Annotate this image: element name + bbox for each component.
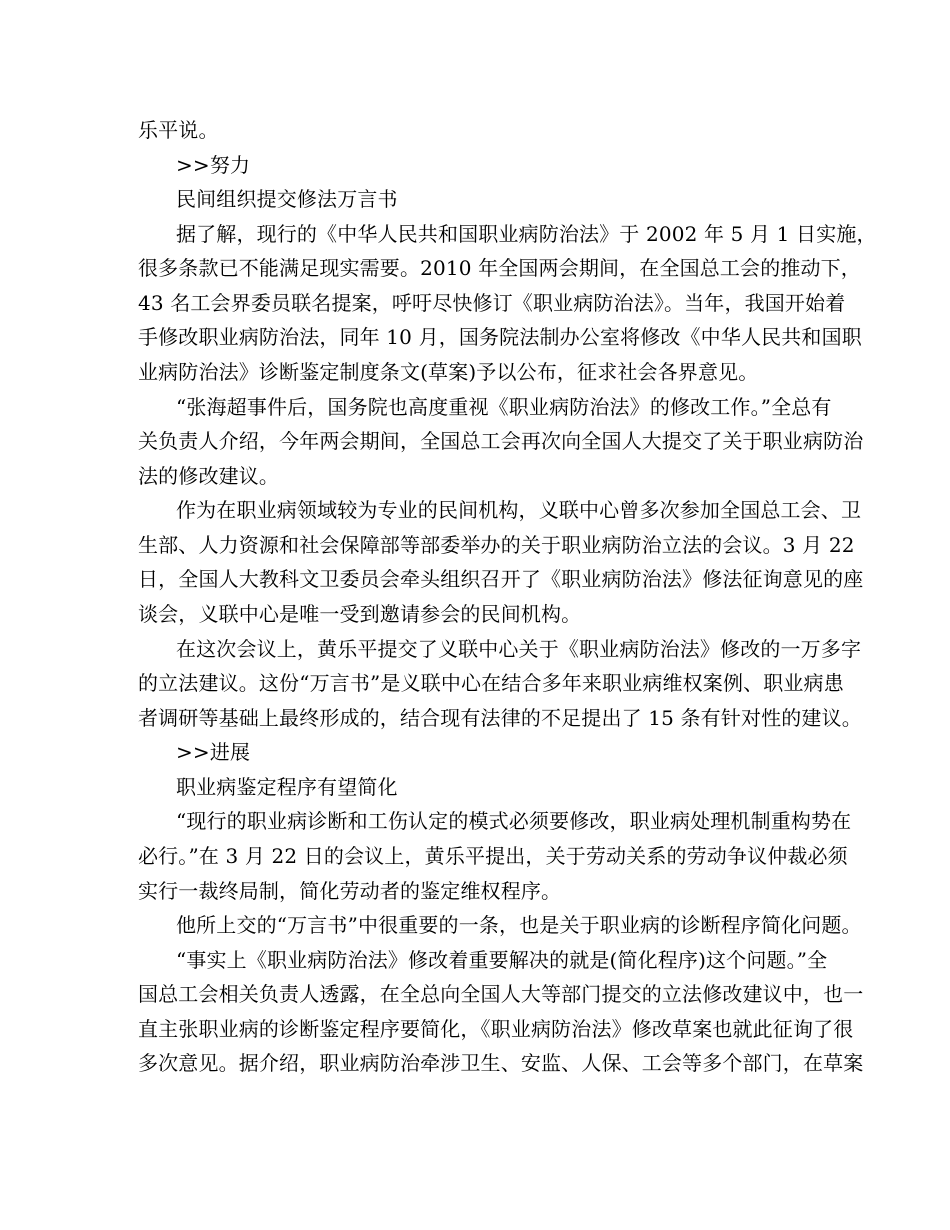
section-marker: >>进展 xyxy=(176,740,251,764)
text-line: 据了解，现行的《中华人民共和国职业病防治法》于 2002 年 5 月 1 日实施， xyxy=(176,222,877,246)
text-line: 谈会，义联中心是唯一受到邀请参会的民间机构。 xyxy=(138,602,582,626)
text-line: 业病防治法》诊断鉴定制度条文(草案)予以公布，征求社会各界意见。 xyxy=(138,360,759,384)
section-marker: >>努力 xyxy=(176,153,251,177)
text-line: “张海超事件后，国务院也高度重视《职业病防治法》的修改工作。”全总有 xyxy=(176,395,832,419)
text-line: 乐平说。 xyxy=(138,118,219,142)
text-line: 在这次会议上，黄乐平提交了义联中心关于《职业病防治法》修改的一万多字 xyxy=(176,637,862,661)
text-line: 多次意见。据介绍，职业病防治牵涉卫生、安监、人保、工会等多个部门，在草案 xyxy=(138,1051,864,1075)
text-line: 国总工会相关负责人透露，在全总向全国人大等部门提交的立法修改建议中，也一 xyxy=(138,982,864,1006)
text-line: 直主张职业病的诊断鉴定程序要简化，《职业病防治法》修改草案也就此征询了很 xyxy=(138,1017,854,1041)
text-line: 作为在职业病领域较为专业的民间机构，义联中心曾多次参加全国总工会、卫 xyxy=(176,498,862,522)
text-line: “现行的职业病诊断和工伤认定的模式必须要修改，职业病处理机制重构势在 xyxy=(176,809,852,833)
text-line: 实行一裁终局制，简化劳动者的鉴定维权程序。 xyxy=(138,879,562,903)
text-line: 43 名工会界委员联名提案，呼吁尽快修订《职业病防治法》。当年，我国开始着 xyxy=(138,291,846,315)
text-line: 他所上交的“万言书”中很重要的一条，也是关于职业病的诊断程序简化问题。 xyxy=(176,913,862,937)
section-heading: 职业病鉴定程序有望简化 xyxy=(176,775,398,799)
text-line: 手修改职业病防治法，同年 10 月，国务院法制办公室将修改《中华人民共和国职 xyxy=(138,325,862,349)
section-heading: 民间组织提交修法万言书 xyxy=(176,187,398,211)
text-line: 日，全国人大教科文卫委员会牵头组织召开了《职业病防治法》修法征询意见的座 xyxy=(138,567,864,591)
text-line: 很多条款已不能满足现实需要。2010 年全国两会期间，在全国总工会的推动下， xyxy=(138,256,861,280)
text-line: 者调研等基础上最终形成的，结合现有法律的不足提出了 15 条有针对性的建议。 xyxy=(138,706,862,730)
text-line: 的立法建议。这份“万言书”是义联中心在结合多年来职业病维权案例、职业病患 xyxy=(138,671,844,695)
text-line: 法的修改建议。 xyxy=(138,464,280,488)
text-line: “事实上《职业病防治法》修改着重要解决的就是(简化程序)这个问题。”全 xyxy=(176,948,828,972)
text-line: 关负责人介绍，今年两会期间，全国总工会再次向全国人大提交了关于职业病防治 xyxy=(138,429,864,453)
text-line: 必行。”在 3 月 22 日的会议上，黄乐平提出，关于劳动关系的劳动争议仲裁必须 xyxy=(138,844,848,868)
text-line: 生部、人力资源和社会保障部等部委举办的关于职业病防治立法的会议。3 月 22 xyxy=(138,533,855,557)
